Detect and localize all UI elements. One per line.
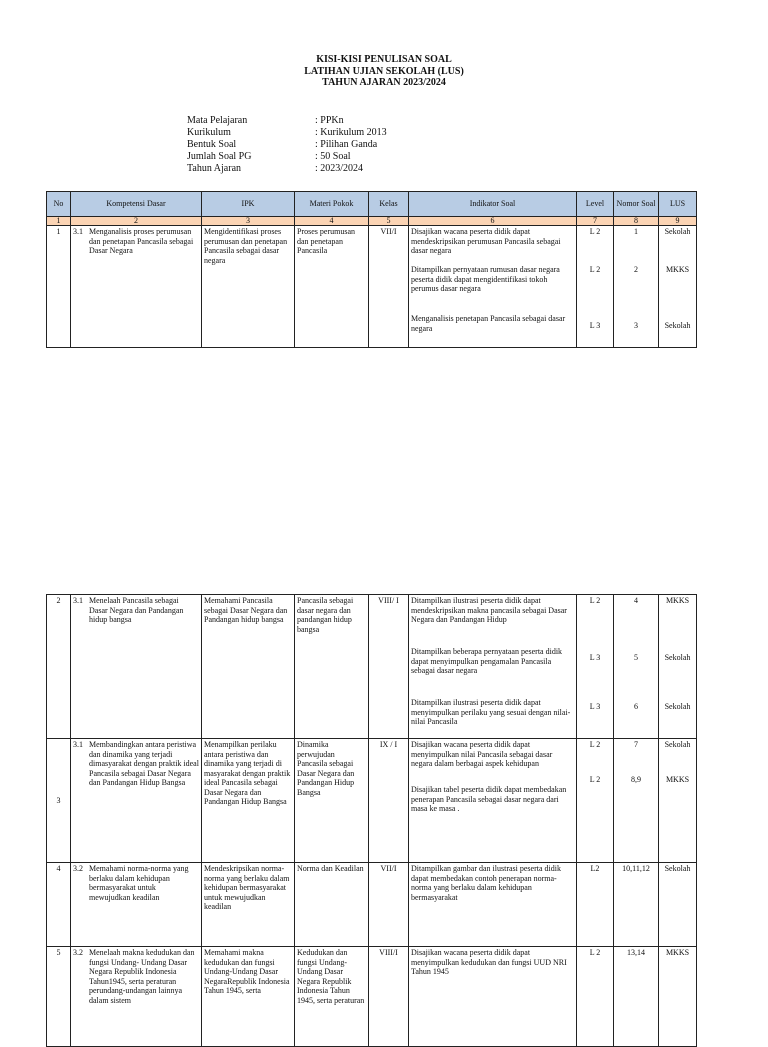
row-nomor: [614, 226, 659, 348]
meta-label: Tahun Ajaran: [187, 163, 242, 174]
row-kelas: IX / I: [369, 739, 409, 863]
kd-number: 3.1: [73, 740, 83, 749]
meta-row: [187, 139, 387, 151]
document-meta: [187, 115, 387, 175]
col-number: 5: [369, 217, 409, 226]
row-lus: [659, 226, 697, 348]
header-row: [47, 192, 697, 217]
row-level: [577, 739, 614, 863]
nomor-item: 7: [634, 740, 638, 749]
document-title: [0, 54, 768, 89]
table-row: [47, 739, 697, 863]
kd-number: 3.1: [73, 227, 83, 236]
nomor-item: 2: [634, 265, 638, 274]
level-item: L 2: [589, 775, 601, 784]
meta-value: : 2023/2024: [315, 163, 364, 174]
meta-row: [187, 163, 387, 175]
col-number: 7: [577, 217, 614, 226]
lus-item: MKKS: [665, 775, 690, 784]
row-ipk: Mendeskripsikan norma-norma yang berlaku dalam kehidupan bermasyarakat untuk mewujudkan keadilan: [202, 863, 295, 947]
col-number: 4: [295, 217, 369, 226]
row-indikator: [409, 226, 577, 348]
row-materi: Kedudukan dan fungsi Undang-Undang Dasar Negara Republik Indonesia Tahun 1945, serta peraturan: [295, 947, 369, 1047]
row-lus: Sekolah: [659, 863, 697, 947]
indikator-item: Ditampilkan beberapa pernyataan peserta didik dapat menyimpulkan pengamalan Pancasila sebagai dasar negara: [411, 647, 563, 675]
level-item: L 2: [589, 596, 601, 605]
row-materi: Norma dan Keadilan: [295, 863, 369, 947]
lus-item: MKKS: [665, 265, 690, 274]
nomor-item: 6: [634, 702, 638, 711]
table-row: [47, 863, 697, 947]
col-number: 6: [409, 217, 577, 226]
row-no: 5: [47, 947, 71, 1047]
nomor-item: 5: [634, 653, 638, 662]
row-nomor: [614, 739, 659, 863]
header-nomor: Nomor Soal: [614, 192, 659, 217]
meta-label: Bentuk Soal: [187, 139, 237, 150]
indikator-item: Menganalisis penetapan Pancasila sebagai dasar negara: [411, 314, 566, 333]
meta-value: : Pilihan Ganda: [315, 139, 378, 150]
lus-item: Sekolah: [664, 653, 691, 662]
meta-label: Kurikulum: [187, 127, 231, 138]
indikator-item: Disajikan wacana peserta didik dapat menyimpulkan nilai Pancasila sebagai dasar negara dalam berbagai aspek kehidupan: [411, 740, 553, 768]
col-number: 1: [47, 217, 71, 226]
row-lus: MKKS: [659, 947, 697, 1047]
col-number: 9: [659, 217, 697, 226]
meta-row: [187, 151, 387, 163]
header-level: Level: [577, 192, 614, 217]
header-indikator: Indikator Soal: [409, 192, 577, 217]
meta-row: [187, 115, 387, 127]
row-no: [47, 739, 71, 863]
col-number: 2: [71, 217, 202, 226]
header-ipk: IPK: [202, 192, 295, 217]
nomor-item: 4: [634, 596, 638, 605]
header-no: No: [47, 192, 71, 217]
row-lus: [659, 739, 697, 863]
row-nomor: 10,11,12: [614, 863, 659, 947]
row-kd: [71, 595, 202, 739]
lus-item: Sekolah: [664, 227, 691, 236]
table-row: [47, 595, 697, 739]
level-item: L 2: [589, 227, 601, 236]
header-kd: Kompetensi Dasar: [71, 192, 202, 217]
row-indikator: [409, 863, 577, 947]
header-materi: Materi Pokok: [295, 192, 369, 217]
row-kelas: VII/I: [369, 863, 409, 947]
row-materi: Proses perumusan dan penetapan Pancasila: [295, 226, 369, 348]
row-level: L 2: [577, 947, 614, 1047]
nomor-item: 3: [634, 321, 638, 330]
kd-text: Membandingkan antara peristiwa dan dinamika yang terjadi dimasyarakat dengan praktik ideal Pancasila sebagai Dasar Negara dan Pandangan Hidup Bangsa: [89, 740, 199, 787]
meta-value: : Kurikulum 2013: [315, 127, 387, 138]
kd-number: 3.2: [73, 948, 83, 957]
title-line-3: TAHUN AJARAN 2023/2024: [322, 77, 446, 88]
row-materi: Dinamika perwujudan Pancasila sebagai Dasar Negara dan Pandangan Hidup Bangsa: [295, 739, 369, 863]
row-kelas: VIII/I: [369, 947, 409, 1047]
header-kelas: Kelas: [369, 192, 409, 217]
kd-text: Menganalisis proses perumusan dan penetapan Pancasila sebagai Dasar Negara: [89, 227, 194, 255]
row-ipk: Memahami Pancasila sebagai Dasar Negara dan Pandangan hidup bangsa: [202, 595, 295, 739]
level-item: L 3: [589, 653, 601, 662]
row-ipk: Mengidentifikasi proses perumusan dan penetapan Pancasila sebagai dasar negara: [202, 226, 295, 348]
col-number: 3: [202, 217, 295, 226]
row-no: 1: [47, 226, 71, 348]
row-no: 2: [47, 595, 71, 739]
title-line-1: KISI-KISI PENULISAN SOAL: [316, 54, 452, 65]
meta-label: Mata Pelajaran: [187, 115, 248, 126]
row-kd: [71, 947, 202, 1047]
meta-row: [187, 127, 387, 139]
row-kelas: VII/I: [369, 226, 409, 348]
kd-text: Menelaah makna kedudukan dan fungsi Undang- Undang Dasar Negara Republik Indonesia Tahun1945, serta peraturan perundang-undangan lainnya dalam sistem: [89, 948, 195, 1005]
kd-text: Menelaah Pancasila sebagai Dasar Negara dan Pandangan hidup bangsa: [89, 596, 184, 624]
row-level: [577, 595, 614, 739]
row-level: L2: [577, 863, 614, 947]
table-row: [47, 947, 697, 1047]
row-nomor: 13,14: [614, 947, 659, 1047]
header-lus: LUS: [659, 192, 697, 217]
kd-number: 3.2: [73, 864, 83, 873]
meta-label: Jumlah Soal PG: [187, 151, 252, 162]
col-number: 8: [614, 217, 659, 226]
indikator-item: Ditampilkan gambar dan ilustrasi peserta didik dapat membedakan contoh penerapan norma-norma yang berlaku dalam kehidupan bermasyarakat: [411, 864, 561, 902]
kd-text: Memahami norma-norma yang berlaku dalam kehidupan bermasyarakat untuk mewujudkan keadilan: [89, 864, 189, 902]
indikator-item: Disajikan wacana peserta didik dapat menyimpulkan kedudukan dan fungsi UUD NRI Tahun 1945: [411, 948, 567, 976]
row-nomor: [614, 595, 659, 739]
column-number-row: [47, 217, 697, 226]
meta-value: : PPKn: [315, 115, 344, 126]
indikator-item: Disajikan wacana peserta didik dapat mendeskripsikan perumusan Pancasila sebagai dasar negara: [411, 227, 561, 255]
indikator-item: Disajikan tabel peserta didik dapat membedakan penerapan Pancasila sebagai dasar negara dari masa ke masa .: [411, 785, 567, 813]
kisi-kisi-table-page-1: [46, 191, 697, 348]
row-ipk: Menampilkan perilaku antara peristiwa dan dinamika yang terjadi di masyarakat dengan praktik ideal Pancasila sebagai Dasar Negara dan Pandangan Hidup Bangsa: [202, 739, 295, 863]
meta-value: : 50 Soal: [315, 151, 351, 162]
row-kd: [71, 739, 202, 863]
row-indikator: [409, 947, 577, 1047]
level-item: L 3: [589, 321, 601, 330]
row-materi: Pancasila sebagai dasar negara dan pandangan hidup bangsa: [295, 595, 369, 739]
row-level: [577, 226, 614, 348]
lus-item: Sekolah: [664, 740, 691, 749]
row-kd: [71, 863, 202, 947]
lus-item: Sekolah: [664, 321, 691, 330]
row-kd: [71, 226, 202, 348]
level-item: L 2: [589, 740, 601, 749]
kd-number: 3.1: [73, 596, 83, 605]
row-lus: [659, 595, 697, 739]
row-no: 4: [47, 863, 71, 947]
title-line-2: LATIHAN UJIAN SEKOLAH (LUS): [304, 65, 464, 77]
row-ipk: Memahami makna kedudukan dan fungsi Undang-Undang Dasar NegaraRepublik Indonesia Tahun 1945, serta: [202, 947, 295, 1047]
table-row: [47, 226, 697, 348]
row-indikator: [409, 595, 577, 739]
indikator-item: Ditampilkan ilustrasi peserta didik dapat menyimpulkan perilaku yang sesuai dengan nilai-nilai Pancasila: [411, 698, 571, 726]
level-item: L 2: [589, 265, 601, 274]
kisi-kisi-table-page-2: [46, 594, 697, 1047]
nomor-item: 8,9: [631, 775, 641, 784]
lus-item: Sekolah: [664, 702, 691, 711]
row-indikator: [409, 739, 577, 863]
row-kelas: VIII/ I: [369, 595, 409, 739]
row-no-text: 3: [56, 795, 61, 805]
lus-item: MKKS: [665, 596, 690, 605]
nomor-item: 1: [634, 227, 638, 236]
indikator-item: Ditampilkan ilustrasi peserta didik dapat mendeskripsikan makna pancasila sebagai Dasar Negara dan Pandangan Hidup: [411, 596, 567, 624]
indikator-item: Ditampilkan pernyataan rumusan dasar negara peserta didik dapat mengidentifikasi tokoh perumus dasar negara: [411, 265, 560, 293]
level-item: L 3: [589, 702, 601, 711]
